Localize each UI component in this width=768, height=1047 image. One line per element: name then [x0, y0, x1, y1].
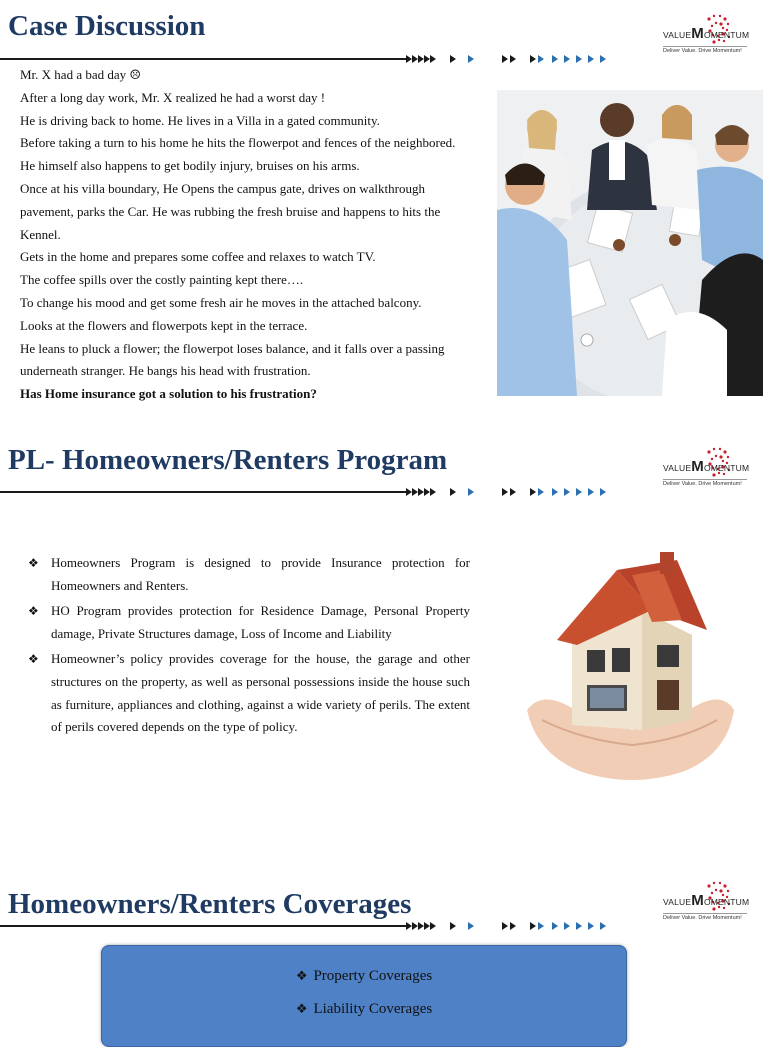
- story-line: To change his mood and get some fresh air he moves in the attached balcony.: [20, 294, 422, 310]
- story-line: He himself also happens to get bodily injury, bruises on his arms.: [20, 158, 360, 174]
- arrow-marker-icon: [424, 922, 430, 930]
- arrow-marker-icon: [510, 922, 516, 930]
- arrow-marker-icon: [450, 55, 456, 63]
- arrow-marker-icon: [538, 488, 544, 496]
- title-underline: [0, 925, 408, 927]
- story-line: Once at his villa boundary, He Opens the campus gate, drives on walkthrough pavement, parks the Car. He was rubbing the fresh bruise and happens to hits the Kennel.: [20, 180, 441, 242]
- arrow-marker-icon: [530, 922, 536, 930]
- arrow-marker-icon: [406, 488, 412, 496]
- business-meeting-photo: [497, 90, 763, 396]
- diamond-bullet-icon: ❖: [28, 604, 39, 619]
- house-in-hands-image: [512, 540, 744, 798]
- logo-tagline: Deliver Value. Drive Momentum!: [663, 913, 747, 921]
- list-item: ❖ Liability Coverages: [295, 1001, 433, 1017]
- story-question: Has Home insurance got a solution to his frustration?: [20, 386, 317, 402]
- diamond-bullet-icon: ❖: [28, 652, 39, 667]
- arrow-marker-icon: [502, 488, 508, 496]
- value-momentum-logo: [663, 880, 749, 922]
- list-item: ❖ Property Coverages: [295, 968, 433, 984]
- arrow-marker-icon: [576, 488, 582, 496]
- diamond-bullet-icon: ❖: [295, 969, 308, 984]
- case-story: [20, 64, 460, 406]
- arrow-marker-icon: [600, 488, 606, 496]
- coverages-title: Homeowners/Renters Coverages: [8, 888, 412, 920]
- arrow-marker-icon: [538, 55, 544, 63]
- arrow-marker-icon: [564, 55, 570, 63]
- arrow-marker-icon: [552, 488, 558, 496]
- arrow-marker-icon: [468, 488, 474, 496]
- arrow-marker-icon: [430, 488, 436, 496]
- title-underline: [0, 491, 408, 493]
- arrow-marker-icon: [468, 922, 474, 930]
- arrow-marker-icon: [564, 922, 570, 930]
- arrow-marker-icon: [430, 922, 436, 930]
- arrow-marker-icon: [412, 488, 418, 496]
- arrow-marker-icon: [564, 488, 570, 496]
- arrow-marker-icon: [418, 488, 424, 496]
- arrow-marker-icon: [538, 922, 544, 930]
- arrow-marker-icon: [450, 488, 456, 496]
- arrow-marker-icon: [588, 488, 594, 496]
- logo-wordmark: VALUEMOMENTUM: [663, 25, 750, 42]
- arrow-marker-icon: [502, 55, 508, 63]
- story-line: Gets in the home and prepares some coffee and relaxes to watch TV.: [20, 249, 376, 265]
- arrow-marker-icon: [510, 488, 516, 496]
- story-line: He is driving back to home. He lives in a Villa in a gated community.: [20, 112, 380, 128]
- arrow-marker-icon: [406, 55, 412, 63]
- arrow-marker-icon: [430, 55, 436, 63]
- arrow-marker-icon: [450, 922, 456, 930]
- value-momentum-logo: [663, 446, 749, 488]
- arrow-marker-icon: [552, 55, 558, 63]
- story-line: Before taking a turn to his home he hits the flowerpot and fences of the neighbored.: [20, 135, 456, 151]
- arrow-marker-icon: [588, 55, 594, 63]
- logo-wordmark: VALUEMOMENTUM: [663, 458, 750, 475]
- arrow-marker-icon: [424, 55, 430, 63]
- logo-tagline: Deliver Value. Drive Momentum!: [663, 479, 747, 487]
- case-discussion-title: Case Discussion: [8, 10, 206, 42]
- arrow-marker-icon: [412, 55, 418, 63]
- diamond-bullet-icon: ❖: [28, 556, 39, 570]
- story-line: Mr. X had a bad day ☹: [20, 67, 142, 82]
- arrow-marker-icon: [468, 55, 474, 63]
- arrow-marker-icon: [412, 922, 418, 930]
- program-bullets: [28, 552, 470, 742]
- list-item: ❖ HO Program provides protection for Residence Damage, Personal Property damage, Private Structures damage, Loss of Income and Liability: [28, 600, 470, 645]
- arrow-marker-icon: [510, 55, 516, 63]
- diamond-bullet-icon: ❖: [295, 1002, 308, 1017]
- arrow-marker-icon: [418, 55, 424, 63]
- arrow-marker-icon: [424, 488, 430, 496]
- homeowners-program-title: PL- Homeowners/Renters Program: [8, 444, 448, 476]
- story-line: After a long day work, Mr. X realized he had a worst day !: [20, 89, 326, 105]
- arrow-marker-icon: [588, 922, 594, 930]
- arrow-marker-icon: [576, 922, 582, 930]
- arrow-marker-icon: [530, 55, 536, 63]
- list-item: ❖ Homeowner’s policy provides coverage for the house, the garage and other structures on the property, as well as personal possessions inside the house such as furniture, appliances and clothing, against a wide variety of perils. The extent of perils covered depends on the type of policy.: [28, 648, 470, 738]
- decorative-arrow-trail: [406, 921, 616, 931]
- story-line: The coffee spills over the costly painting kept there….: [20, 272, 304, 288]
- list-item: ❖ Homeowners Program is designed to provide Insurance protection for Homeowners and Renters.: [28, 552, 470, 597]
- coverages-box: [101, 945, 627, 1047]
- coverage-list: [102, 960, 626, 1026]
- decorative-arrow-trail: [406, 487, 616, 497]
- arrow-marker-icon: [576, 55, 582, 63]
- logo-wordmark: VALUEMOMENTUM: [663, 892, 750, 909]
- story-line: He leans to pluck a flower; the flowerpot loses balance, and it falls over a passing underneath stranger. He bangs his head with frustration.: [20, 340, 445, 379]
- arrow-marker-icon: [552, 922, 558, 930]
- arrow-marker-icon: [530, 488, 536, 496]
- arrow-marker-icon: [600, 55, 606, 63]
- decorative-arrow-trail: [406, 54, 616, 64]
- arrow-marker-icon: [406, 922, 412, 930]
- arrow-marker-icon: [502, 922, 508, 930]
- title-underline: [0, 58, 408, 60]
- arrow-marker-icon: [600, 922, 606, 930]
- story-line: Looks at the flowers and flowerpots kept in the terrace.: [20, 317, 308, 333]
- arrow-marker-icon: [418, 922, 424, 930]
- value-momentum-logo: [663, 13, 749, 55]
- logo-tagline: Deliver Value. Drive Momentum!: [663, 46, 747, 54]
